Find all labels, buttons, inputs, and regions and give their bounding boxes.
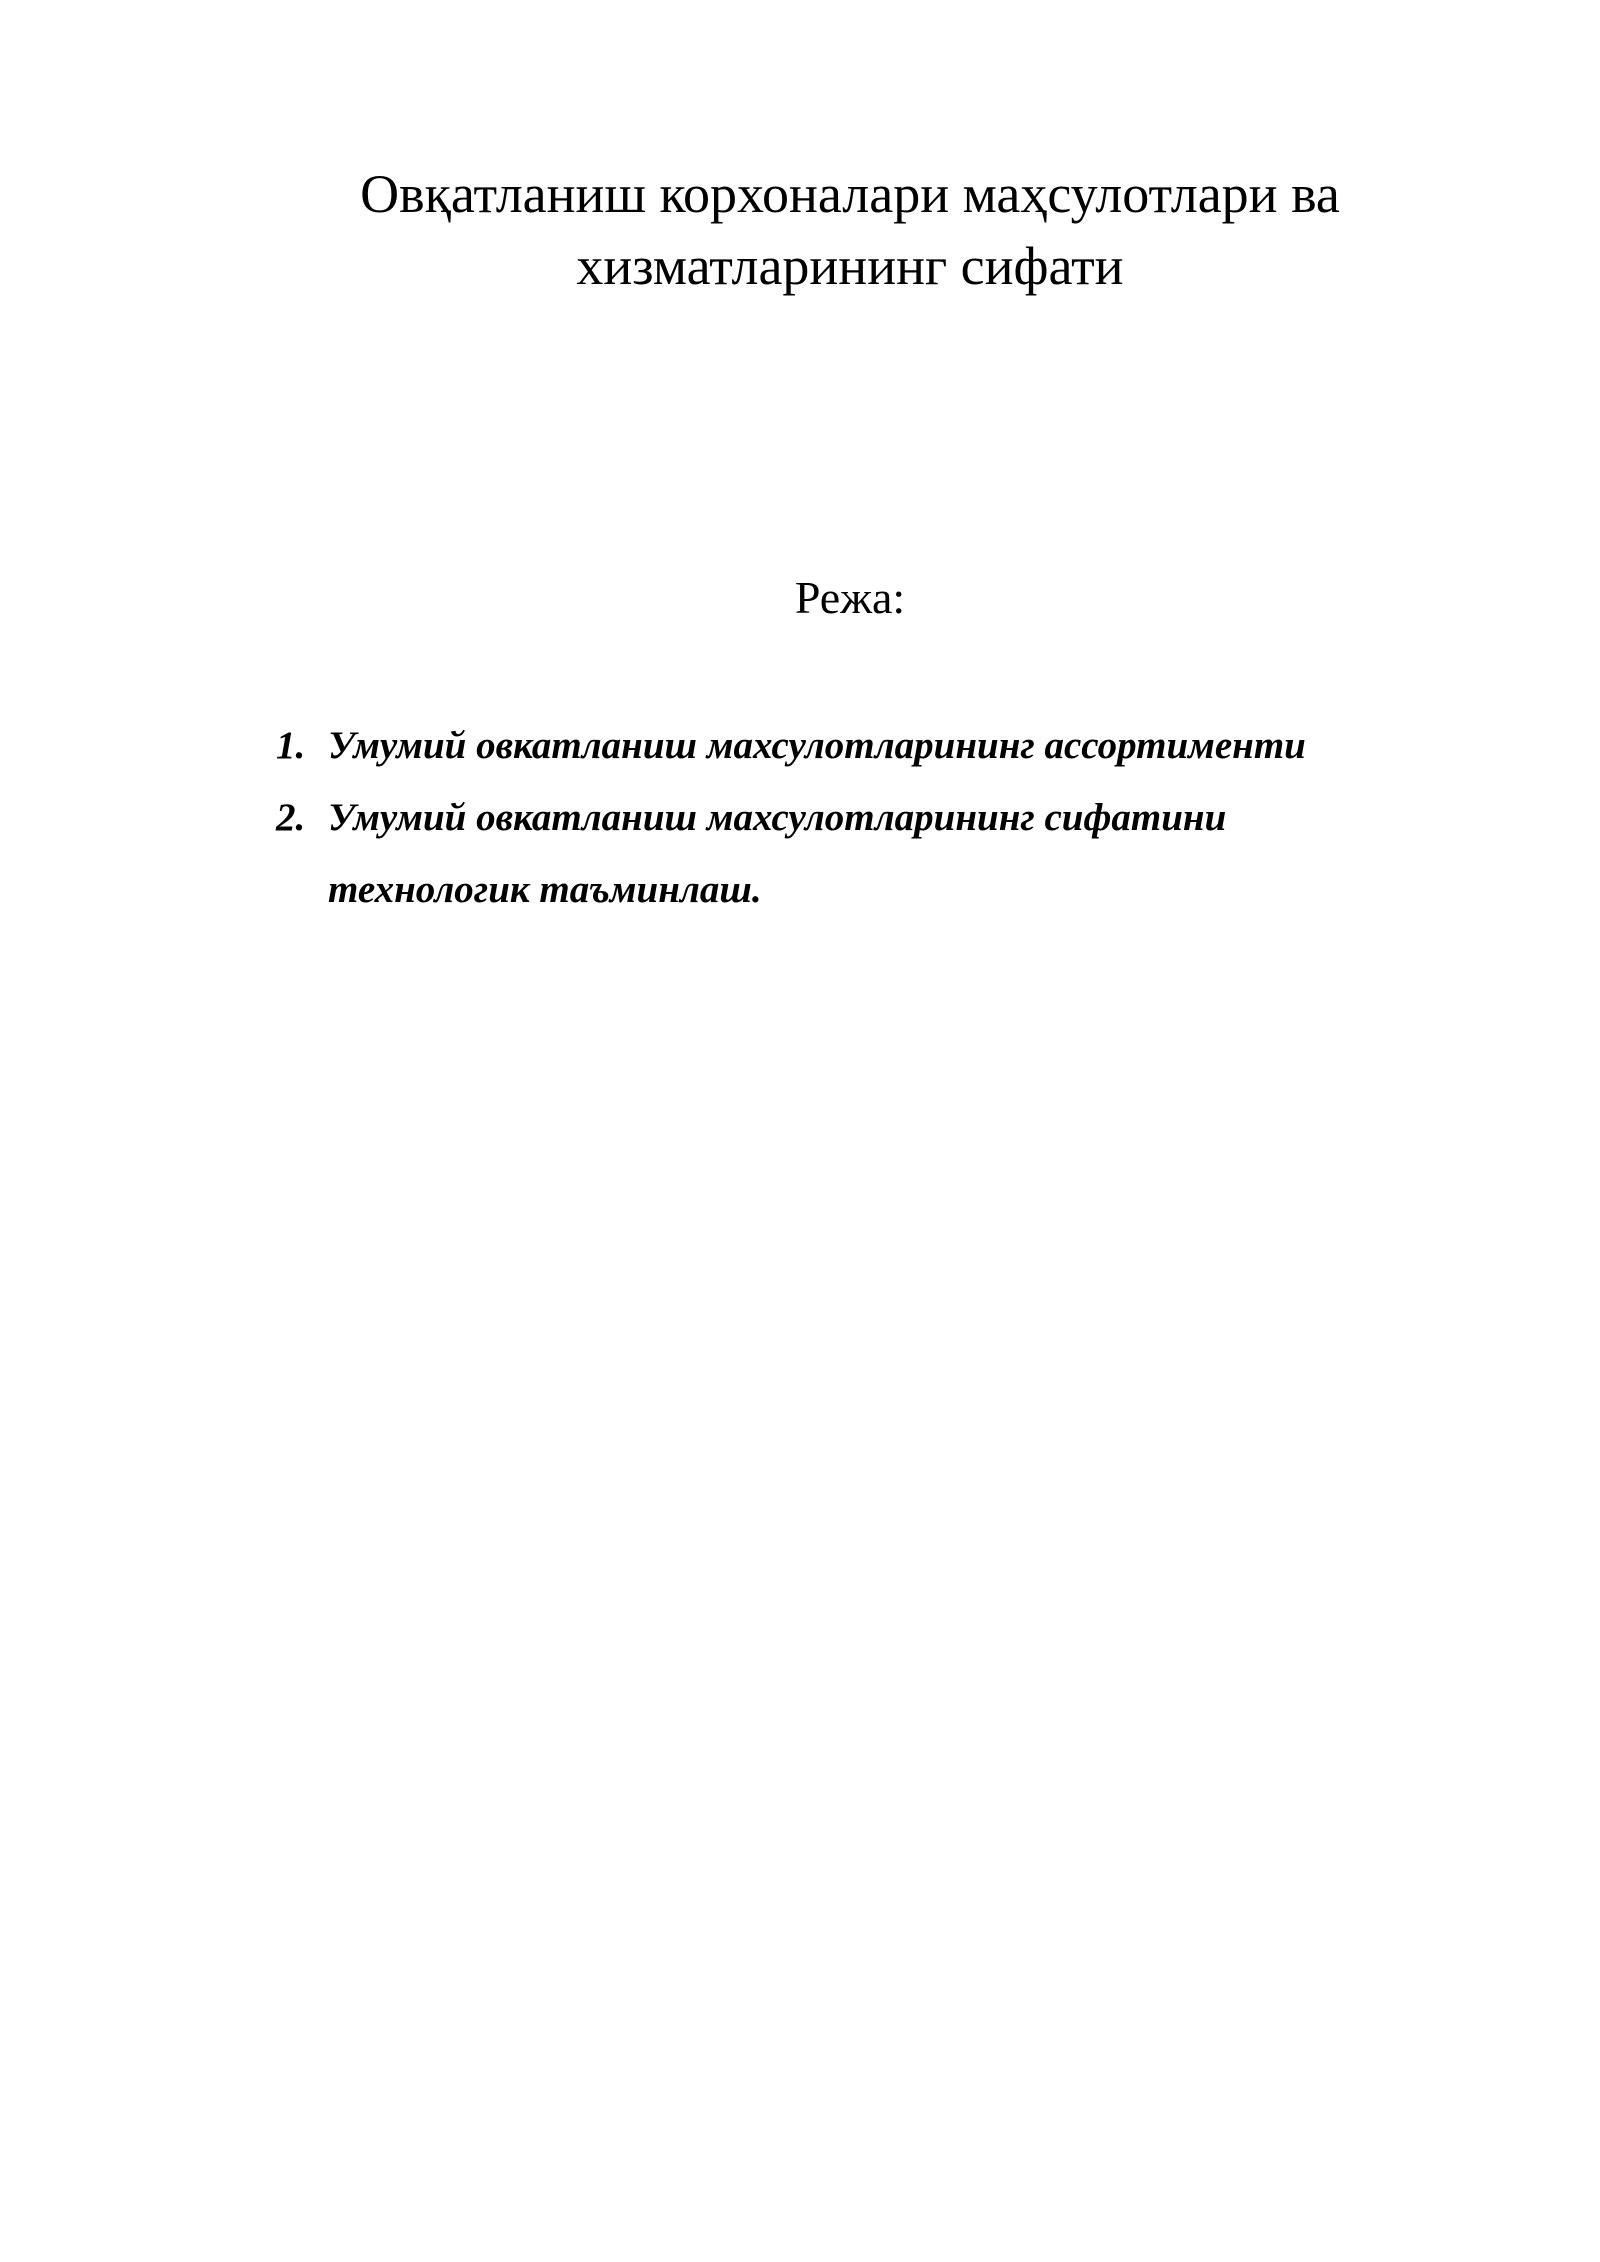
plan-list-item bbox=[276, 710, 1476, 782]
document-title bbox=[250, 158, 1450, 302]
document-title-line-1: Овқатланиш корхоналари маҳсулотлари ва bbox=[360, 164, 1340, 224]
plan-item-text: Умумий овкатланиш махсулотларининг ассортименти bbox=[328, 724, 1306, 767]
plan-item-text-line-1: Умумий овкатланиш махсулотларининг сифатини bbox=[328, 796, 1227, 839]
plan-list bbox=[276, 710, 1476, 926]
plan-item-number: 2. bbox=[276, 796, 306, 839]
plan-list-item bbox=[276, 782, 1476, 926]
document-title-line-2: хизматларининг сифати bbox=[576, 236, 1124, 296]
plan-item-number: 1. bbox=[276, 724, 306, 767]
plan-item-text-line-2: технологик таъминлаш. bbox=[328, 868, 762, 911]
plan-heading: Режа: bbox=[794, 572, 906, 623]
